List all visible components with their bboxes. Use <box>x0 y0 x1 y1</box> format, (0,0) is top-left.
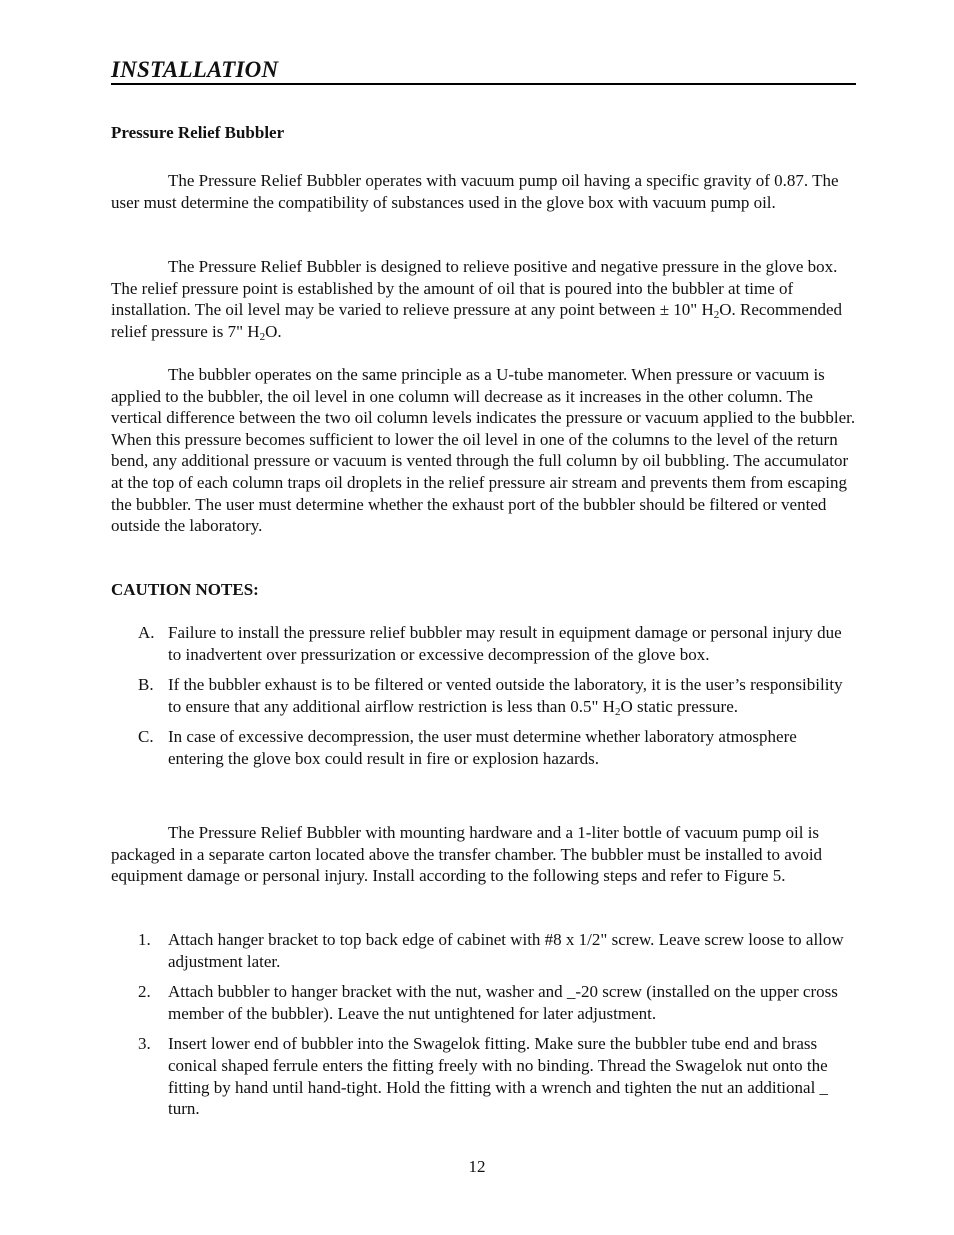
subscript: 2 <box>259 330 266 343</box>
section-title: Pressure Relief Bubbler <box>111 123 285 142</box>
paragraph-2-text-a: The Pressure Relief Bubbler is designed to relieve positive and negative pressure in the glove box. The relief pressure point is established by the amount of oil that is poured into the bubbler at time of installation. The oil level may be varied to relieve pressure at any point between ± 10" H <box>111 257 838 320</box>
step-item <box>138 929 856 972</box>
caution-item <box>138 622 856 665</box>
step-text: Insert lower end of bubbler into the Swagelok fitting. Make sure the bubbler tube end and brass conical shaped ferrule enters the fitting freely with no binding. Thread the Swagelok nut onto the fitting by hand until hand-tight. Hold the fitting with a wrench and tighten the nut an additional _ turn. <box>168 1034 829 1119</box>
header-title: INSTALLATION <box>111 57 279 82</box>
step-marker: 2. <box>138 982 151 1002</box>
caution-marker: A. <box>138 623 155 642</box>
caution-item <box>138 674 856 717</box>
caution-marker: B. <box>138 675 154 695</box>
step-item <box>138 981 856 1024</box>
paragraph-2 <box>111 256 856 342</box>
paragraph-3: The bubbler operates on the same principle as a U-tube manometer. When pressure or vacuum is applied to the bubbler, the oil level in one column will decrease as it increases in the other column. The vertical difference between the two oil column levels indicates the pressure or vacuum applied to the bubbler. When this pressure becomes sufficient to lower the oil level in one of the columns to the level of the return bend, any additional pressure or vacuum is vented through the full column by oil bubbling. The accumulator at the top of each column traps oil droplets in the relief pressure air stream and prevents them from escaping the bubbler. The user must determine whether the exhaust port of the bubbler should be filtered or vented outside the laboratory. <box>111 365 856 536</box>
caution-item <box>138 726 856 769</box>
steps-list <box>138 929 856 1120</box>
step-item <box>138 1033 856 1119</box>
page-number: 12 <box>468 1157 486 1176</box>
caution-text-b: O static pressure. <box>620 696 739 716</box>
paragraph-1: The Pressure Relief Bubbler operates with vacuum pump oil having a specific gravity of 0.87. The user must determine the compatibility of substances used in the glove box with vacuum pump oil. <box>111 171 839 212</box>
subscript: 2 <box>614 705 621 718</box>
caution-text: In case of excessive decompression, the user must determine whether laboratory atmosphere entering the glove box could result in fire or explosion hazards. <box>168 727 797 768</box>
caution-marker: C. <box>138 727 154 747</box>
subscript: 2 <box>713 309 720 322</box>
page-header <box>111 56 856 85</box>
caution-list <box>138 622 856 770</box>
step-marker: 1. <box>138 930 151 949</box>
paragraph-2-text-b: O. Recommended relief pressure is 7" H <box>111 300 842 341</box>
caution-text-a: If the bubbler exhaust is to be filtered or vented outside the laboratory, it is the user’s responsibility to ensure that any additional airflow restriction is less than 0.5" H <box>168 675 843 716</box>
step-marker: 3. <box>138 1034 151 1054</box>
step-text: Attach bubbler to hanger bracket with the nut, washer and _-20 screw (installed on the upper cross member of the bubbler). Leave the nut untightened for later adjustment. <box>168 982 838 1023</box>
step-text: Attach hanger bracket to top back edge of cabinet with #8 x 1/2" screw. Leave screw loose to allow adjustment later. <box>168 930 844 971</box>
paragraph-4: The Pressure Relief Bubbler with mounting hardware and a 1-liter bottle of vacuum pump oil is packaged in a separate carton located above the transfer chamber. The bubbler must be installed to avoid equipment damage or personal injury. Install according to the following steps and refer to Figure 5. <box>111 823 823 886</box>
paragraph-2-text-c: O. <box>265 321 282 341</box>
caution-text: Failure to install the pressure relief bubbler may result in equipment damage or personal injury due to inadvertent over pressurization or excessive decompression of the glove box. <box>168 623 842 664</box>
caution-title: CAUTION NOTES: <box>111 580 259 599</box>
